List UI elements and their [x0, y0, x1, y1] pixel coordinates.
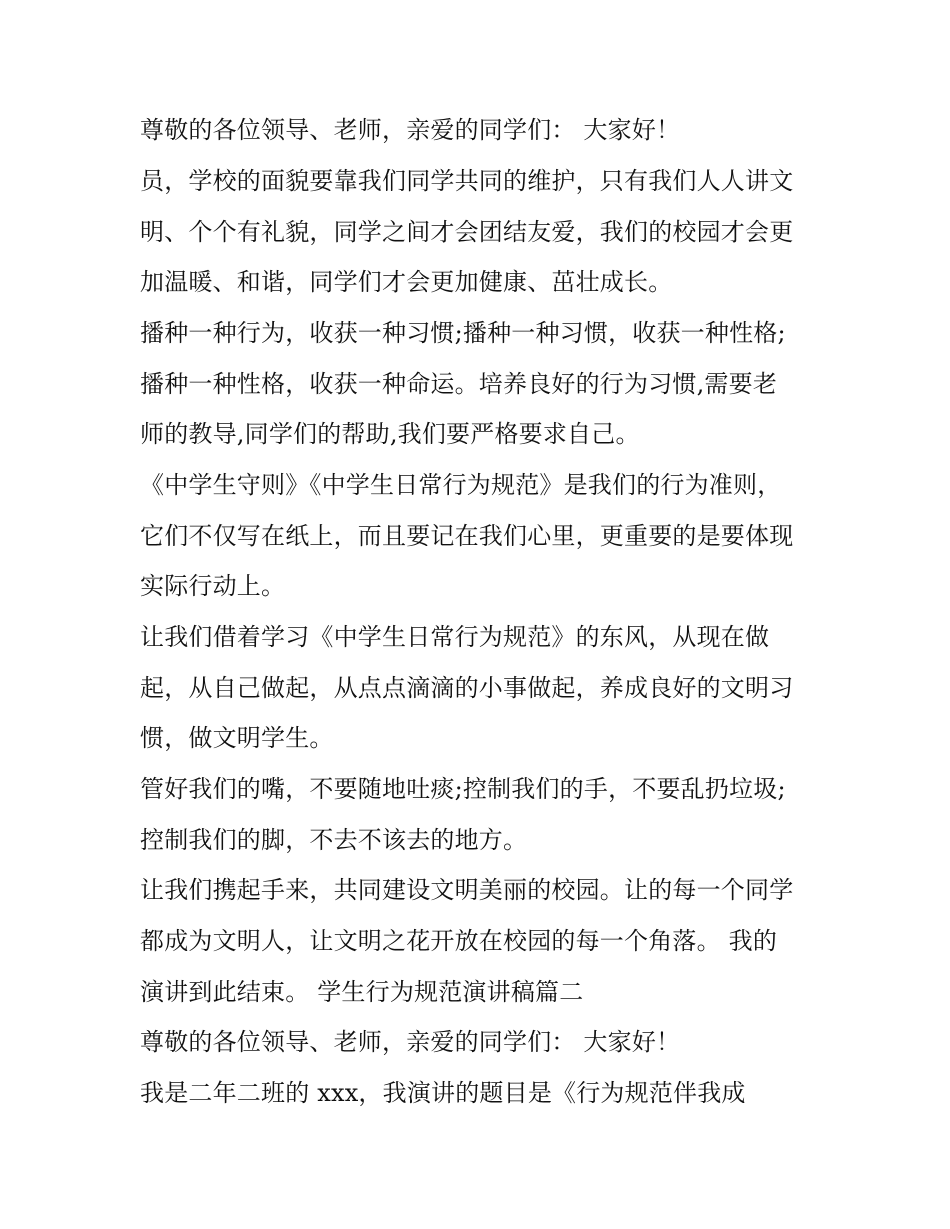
text-line: 明、个个有礼貌，同学之间才会团结友爱，我们的校园才会更 — [140, 218, 794, 246]
text-line: 惯，做文明学生。 — [140, 724, 334, 752]
text-line: 实际行动上。 — [140, 572, 286, 600]
text-line: 起，从自己做起，从点点滴滴的小事做起，养成良好的文明习 — [140, 674, 794, 702]
text-line: 加温暖、和谐，同学们才会更加健康、茁壮成长。 — [140, 268, 673, 296]
text-line: 让我们借着学习《中学生日常行为规范》的东风，从现在做 — [140, 623, 770, 651]
text-line: 控制我们的脚，不去不该去的地方。 — [140, 826, 528, 854]
text-line: 尊敬的各位领导、老师，亲爱的同学们： 大家好！ — [140, 1028, 681, 1056]
text-line: 管好我们的嘴，不要随地吐痰;控制我们的手，不要乱扔垃圾; — [140, 775, 786, 803]
text-line: 尊敬的各位领导、老师，亲爱的同学们： 大家好！ — [140, 116, 681, 144]
text-line: 《中学生守则》《中学生日常行为规范》是我们的行为准则， — [140, 471, 782, 499]
text-line: 都成为文明人，让文明之花开放在校园的每一个角落。 我的 — [140, 927, 778, 955]
text-line: 播种一种行为，收获一种习惯;播种一种习惯，收获一种性格; — [140, 319, 786, 347]
text-line: 演讲到此结束。 学生行为规范演讲稿篇二 — [140, 978, 584, 1006]
text-line: 播种一种性格，收获一种命运。培养良好的行为习惯,需要老 — [140, 370, 778, 398]
text-line: 我是二年二班的 xxx，我演讲的题目是《行为规范伴我成 — [140, 1079, 746, 1107]
text-line: 它们不仅写在纸上，而且要记在我们心里，更重要的是要体现 — [140, 522, 794, 550]
text-line: 员，学校的面貌要靠我们同学共同的维护，只有我们人人讲文 — [140, 167, 794, 195]
text-line: 师的教导,同学们的帮助,我们要严格要求自己。 — [140, 420, 640, 448]
text-line: 让我们携起手来，共同建设文明美丽的校园。让的每一个同学 — [140, 876, 794, 904]
